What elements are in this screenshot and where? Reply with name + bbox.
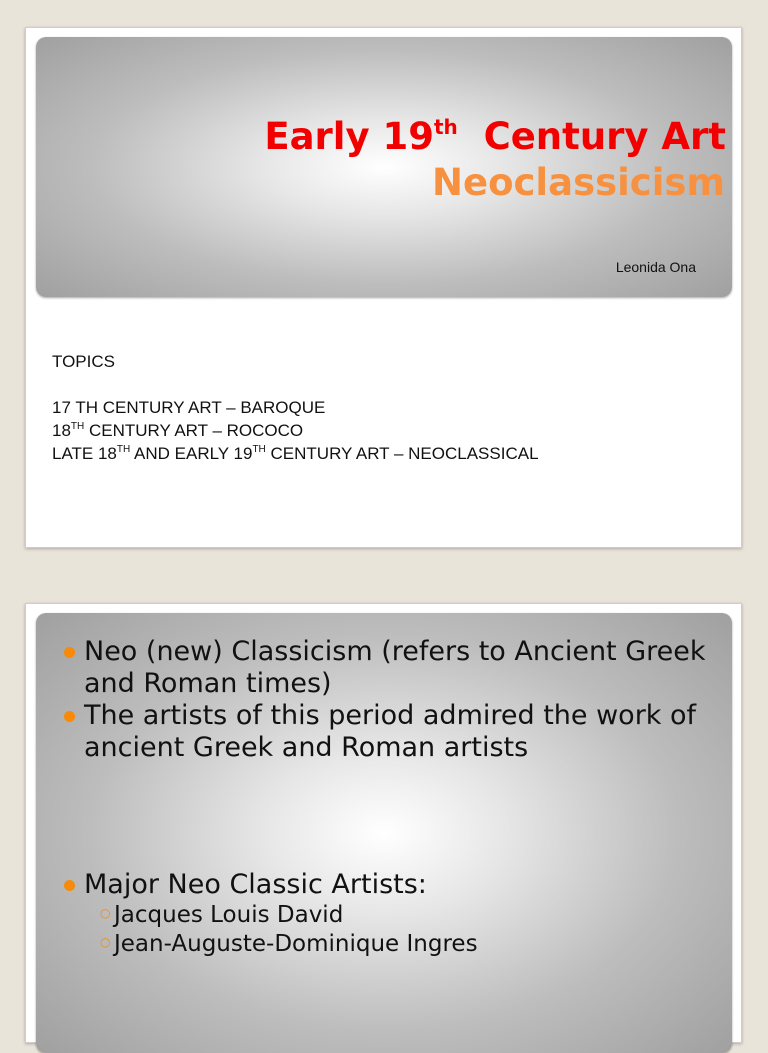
bullet-item: The artists of this period admired the work of ancient Greek and Roman artists xyxy=(62,700,720,764)
topics-heading: TOPICS xyxy=(52,352,115,371)
content-panel xyxy=(36,613,732,1053)
bullet-dot-icon xyxy=(64,711,75,722)
slide-subtitle: Neoclassicism xyxy=(432,161,725,204)
topic-item: 18TH CENTURY ART – ROCOCO xyxy=(52,421,304,440)
slide-title xyxy=(25,27,742,548)
title-panel xyxy=(36,37,732,297)
slide-neoclassicism xyxy=(25,603,742,1043)
topic-item: 17 TH CENTURY ART – BAROQUE xyxy=(52,398,326,417)
bullet-dot-icon xyxy=(64,647,75,658)
bullet-dot-icon xyxy=(64,880,75,891)
bullet-item: Neo (new) Classicism (refers to Ancient Greek and Roman times) xyxy=(62,636,720,700)
sub-bullet-item: ○ Jacques Louis David xyxy=(100,902,344,928)
bullet-list xyxy=(62,636,720,959)
sub-bullet-item: ○ Jean-Auguste-Dominique Ingres xyxy=(100,931,478,957)
sub-bullet-ring-icon: ○ xyxy=(100,906,111,920)
author-name: Leonida Ona xyxy=(615,259,696,275)
slide-title-heading: Early 19th Century Art xyxy=(264,115,726,158)
topic-item: LATE 18TH AND EARLY 19TH CENTURY ART – NEOCLASSICAL xyxy=(52,444,539,463)
sub-bullet-ring-icon: ○ xyxy=(100,935,111,949)
bullet-item: Major Neo Classic Artists: xyxy=(62,869,720,901)
topics-list xyxy=(52,350,539,465)
